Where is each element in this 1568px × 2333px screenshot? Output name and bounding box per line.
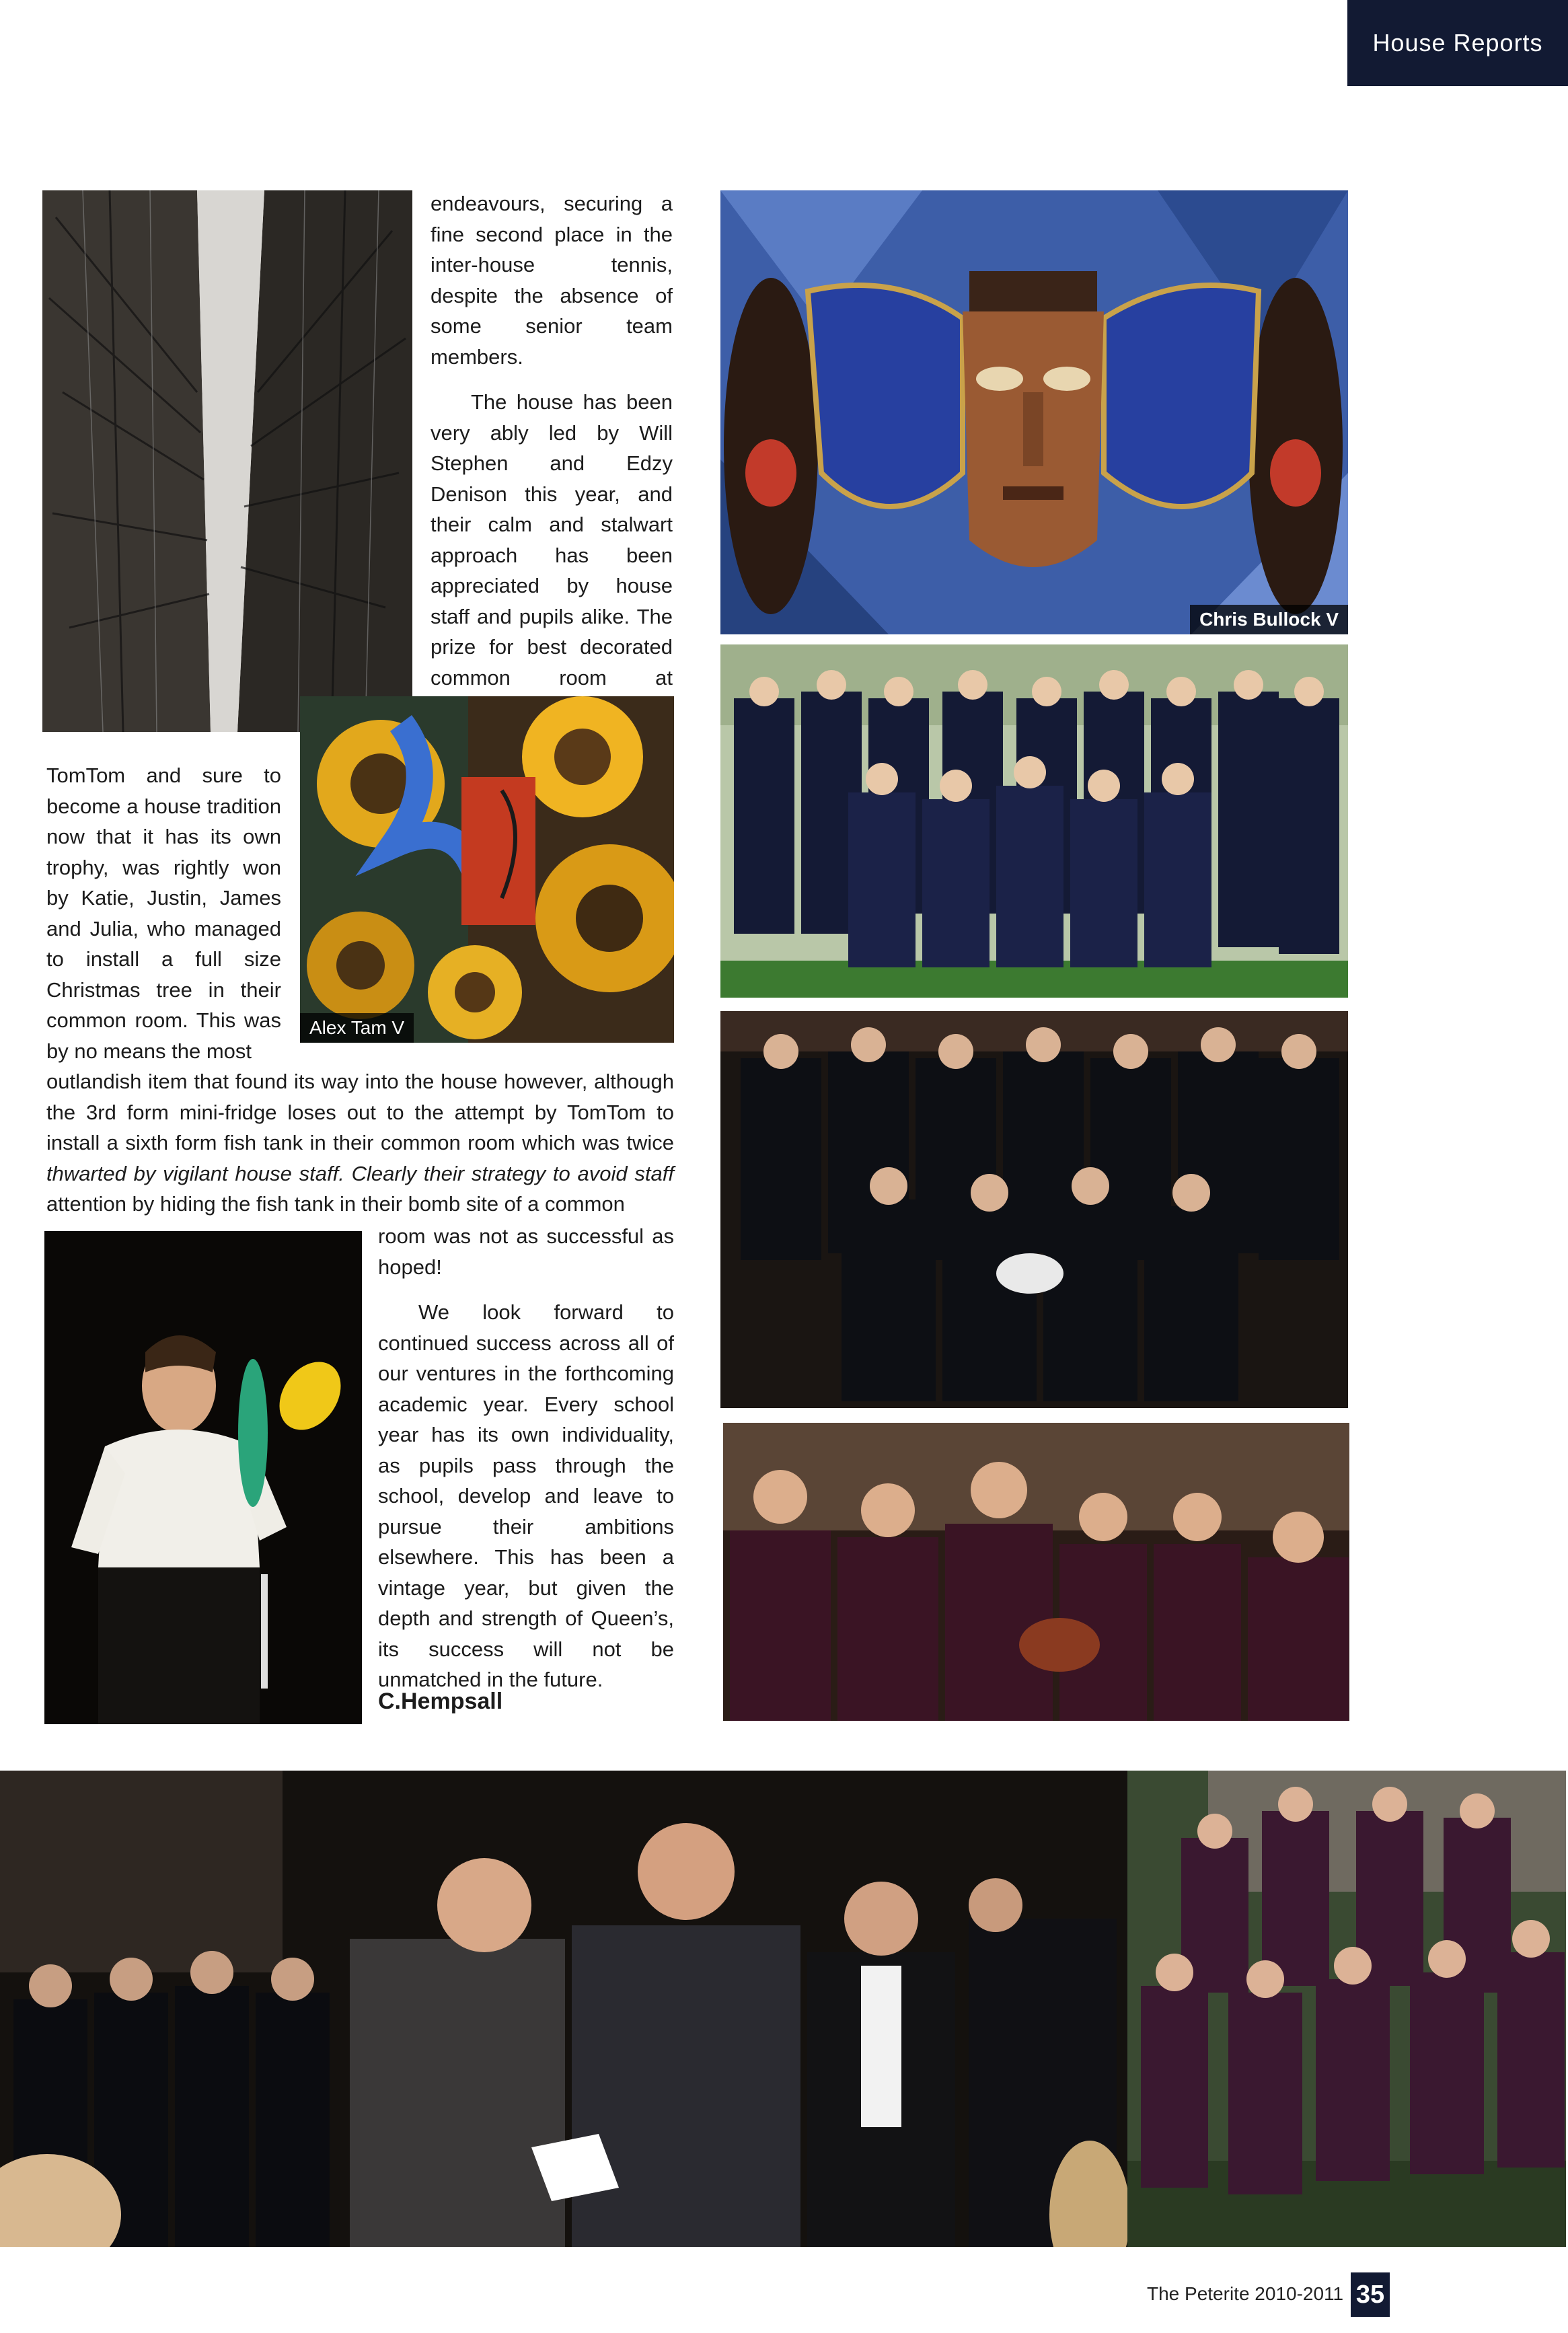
article-paragraph: We look forward to continued success across all of our ventures in the forthcoming academic year. Every school year has its own individuality, as pupils pass through the school, develop and leave to pursue their ambitions elsewhere. This has been a vintage year, but given the depth and strength of Queen’s, its success will not be unmatched in the future. [378, 1300, 674, 1691]
trophy-celebration-photo [723, 1423, 1349, 1721]
publication-title: The Peterite 2010-2011 [1147, 2283, 1344, 2304]
page-number: 35 [1351, 2272, 1390, 2317]
article-paragraph: The house has been very ably led by Will Stephen and Edzy Denison this year, and their calm and stalwart approach has been appreciated by house staff and pupils alike. The prize for best decorated common room at [431, 390, 673, 690]
article-text: outlandish item that found its way into the house however, although the 3rd form mini-fridge loses out to the attempt by TomTom to install a sixth form fish tank in their common room which was twice [46, 1070, 674, 1154]
article-paragraph [46, 1066, 674, 1220]
author-signature: C.Hempsall [378, 1689, 503, 1714]
junior-rugby-team-photo [1127, 1771, 1566, 2247]
article-paragraph: TomTom and sure to become a house tradition now that it has its own trophy, was rightly won by Katie, Justin, James and Julia, who managed to install a full size Christmas tree in their common room. This was by no means the most [46, 764, 281, 1063]
section-header: House Reports [1347, 0, 1568, 86]
juggler-photo [44, 1231, 362, 1724]
photo-caption: Chris Bullock V [1190, 605, 1348, 634]
girls-team-photo [720, 644, 1348, 998]
article-column-top [431, 188, 673, 724]
article-wide-block [46, 1066, 674, 1220]
house-event-photo [0, 1771, 1130, 2247]
article-column-middle [46, 760, 281, 1066]
article-paragraph: room was not as successful as hoped! [378, 1224, 674, 1279]
article-italic-text: thwarted by vigilant house staff. Clearly their strategy to avoid staff [46, 1161, 674, 1185]
article-column-bottom [378, 1221, 674, 1695]
photo-caption: Alex Tam V [300, 1013, 414, 1043]
article-text: attention by hiding the fish tank in their bomb site of a common [46, 1192, 625, 1216]
architecture-sketch-image [42, 190, 412, 732]
masks-painting-image [720, 190, 1348, 634]
article-paragraph: endeavours, securing a fine second place in the inter-house tennis, despite the absence of some senior team members. [431, 192, 673, 369]
sunflowers-painting-image [300, 696, 674, 1043]
rugby-team-photo [720, 1011, 1348, 1408]
